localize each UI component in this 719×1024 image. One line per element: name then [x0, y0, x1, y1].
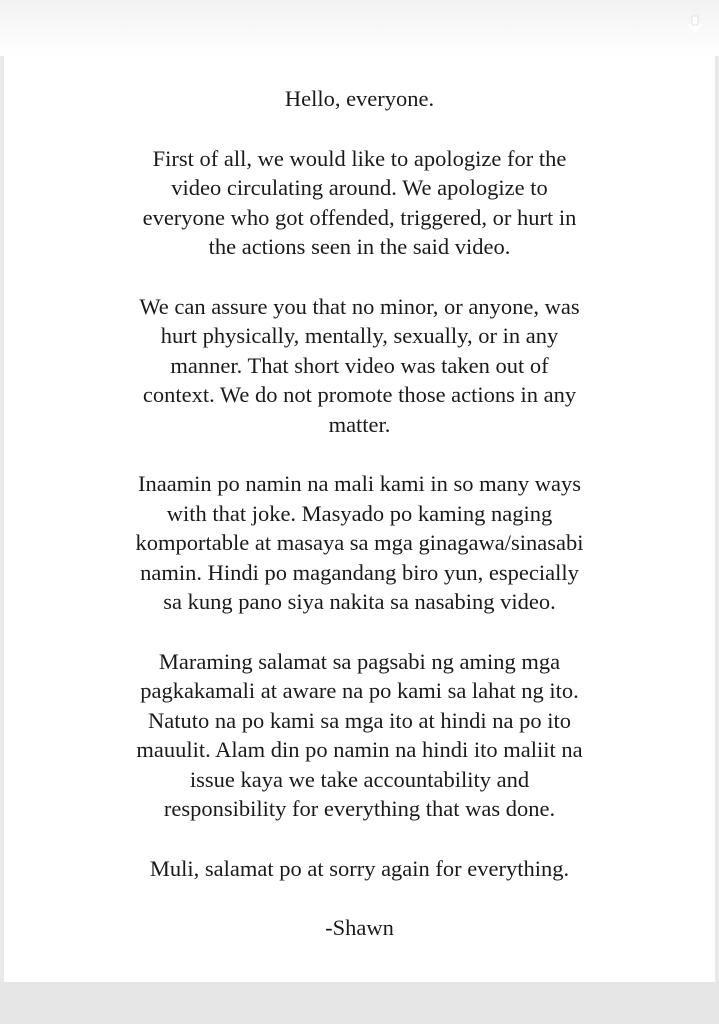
- text-line: manner. That short video was taken out of: [170, 352, 549, 378]
- text-line: First of all, we would like to apologize for the: [152, 145, 567, 171]
- letter-greeting: Hello, everyone.: [284, 86, 435, 111]
- apology-letter: [50, 84, 669, 973]
- text-line: namin. Hindi po magandang biro yun, especially: [140, 559, 579, 585]
- text-line: everyone who got offended, triggered, or hurt in: [142, 204, 577, 230]
- text-line: the actions seen in the said video.: [208, 234, 511, 259]
- letter-paragraph-4: [50, 647, 669, 824]
- letter-signature: -Shawn: [325, 915, 394, 940]
- text-line: with that joke. Masyado po kaming naging: [166, 500, 553, 526]
- letter-paragraph-3: [50, 469, 669, 617]
- text-line: responsibility for everything that was done.: [163, 796, 556, 821]
- text-line: We can assure you that no minor, or anyone, was: [139, 293, 580, 319]
- text-line: issue kaya we take accountability and: [189, 766, 530, 792]
- text-line: komportable at masaya sa mga ginagawa/sinasabi: [135, 530, 584, 555]
- text-line: pagkakamali at aware na po kami sa lahat ng ito.: [140, 678, 579, 703]
- text-line: sa kung pano siya nakita sa nasabing video.: [163, 589, 556, 614]
- letter-paragraph-2: [50, 292, 669, 440]
- top-bar: [0, 0, 719, 56]
- text-line: context. We do not promote those actions in any: [142, 382, 577, 407]
- text-line: matter.: [328, 411, 391, 437]
- letter-closing: Muli, salamat po at sorry again for everything.: [149, 855, 570, 881]
- text-line: Maraming salamat sa pagsabi ng aming mga: [158, 648, 561, 674]
- text-line: mauulit. Alam din po namin na hindi ito maliit na: [136, 737, 583, 762]
- text-line: Inaamin po namin na mali kami in so many ways: [137, 471, 582, 496]
- letter-paragraph-1: [50, 144, 669, 262]
- text-line: video circulating around. We apologize to: [171, 175, 548, 200]
- bottom-bar: [0, 982, 719, 1024]
- text-line: hurt physically, mentally, sexually, or in any: [160, 323, 559, 348]
- download-arrow-icon[interactable]: [685, 14, 705, 36]
- text-line: Natuto na po kami sa mga ito at hindi na po ito: [147, 707, 572, 733]
